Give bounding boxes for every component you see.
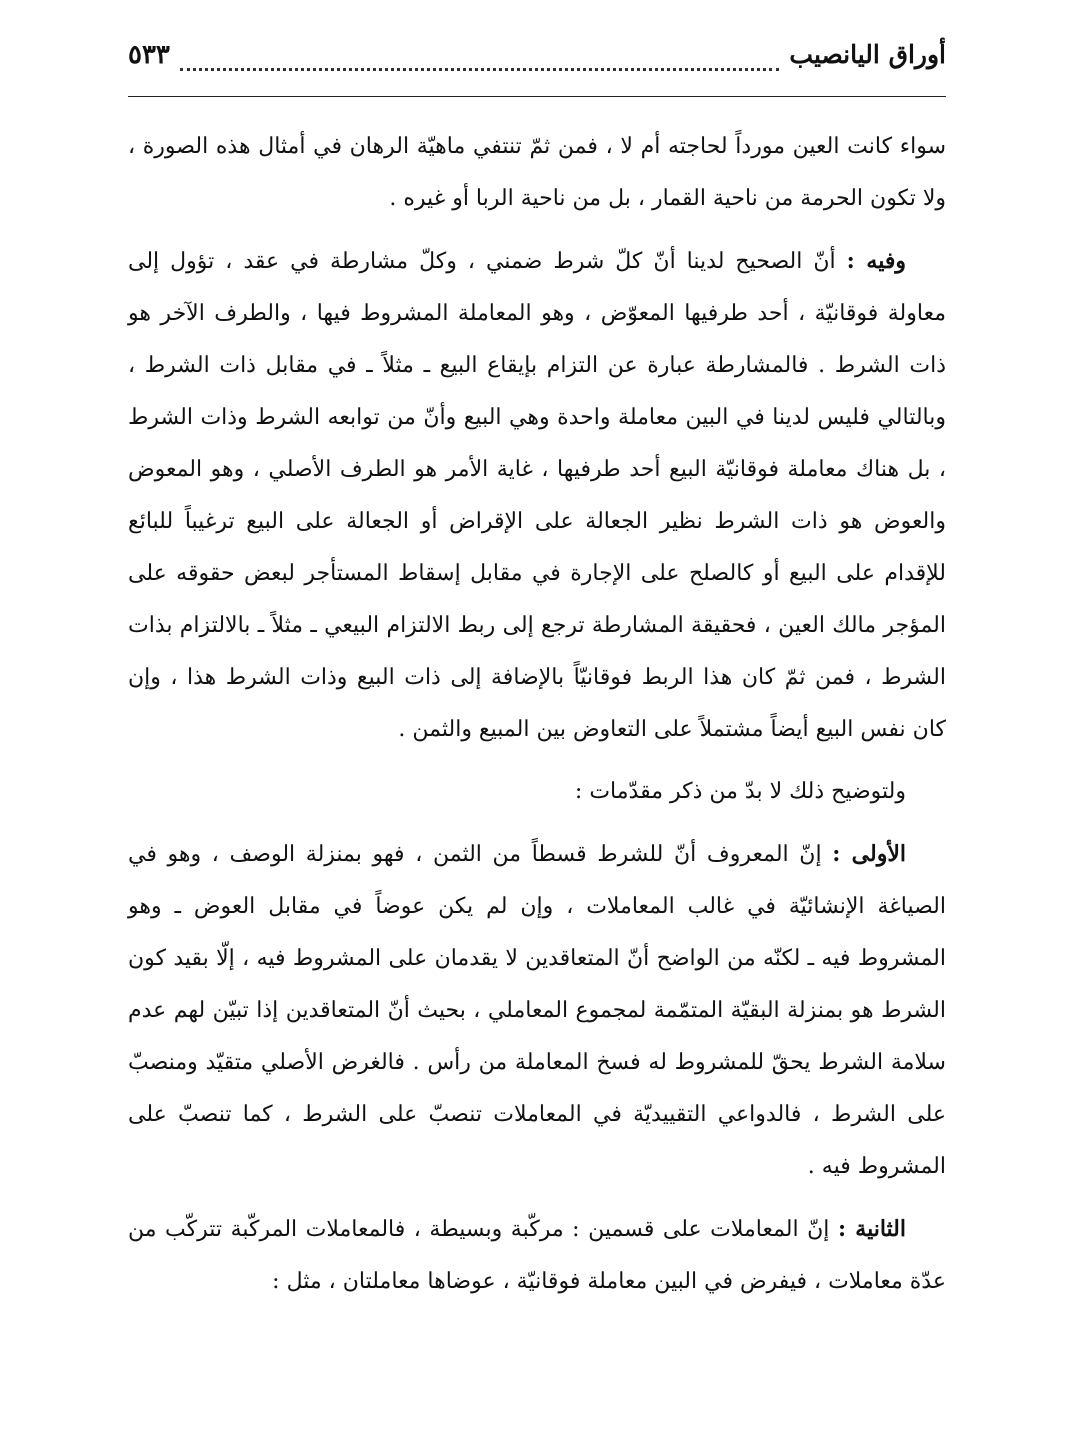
paragraph-lead: وفيه : bbox=[846, 248, 907, 274]
paragraph bbox=[128, 1203, 946, 1308]
paragraph-text: أنّ الصحيح لدينا أنّ كلّ شرط ضمني ، وكلّ مشارطة في عقد ، تؤول إلى معاولة فوقانيّة ، أحد طرفيها المعوّض ، وهو المعاملة المشروط فيها ، والطرف الآخر هو ذات الشرط . فالمشارطة عبارة عن التزام بإيقاع البيع ـ مثلاً ـ في مقابل ذات الشرط ، وبالتالي فليس لدينا في البين معاملة واحدة وهي البيع وأنّ من توابعه الشرط وذات الشرط ، بل هناك معاملة فوقانيّة البيع أحد طرفيها ، غاية الأمر هو الطرف الأصلي ، وهو المعوض والعوض هو ذات الشرط نظير الجعالة على الإقراض أو الجعالة على البيع ترغيباً للبائع للإقدام على البيع أو كالصلح على الإجارة في مقابل إسقاط المستأجر لبعض حقوقه على المؤجر مالك العين ، فحقيقة المشارطة ترجع إلى ربط الالتزام البيعي ـ مثلاً ـ بالالتزام بذات الشرط ، فمن ثمّ كان هذا الربط فوقانيّاً بالإضافة إلى ذات البيع وذات الشرط هذا ، وإن كان نفس البيع أيضاً مشتملاً على التعاوض بين المبيع والثمن . bbox=[128, 249, 946, 742]
paragraph-text: إنّ المعاملات على قسمين : مركّبة وبسيطة ، فالمعاملات المركّبة تتركّب من عدّة معاملات ، فيفرض في البين معاملة فوقانيّة ، عوضاها معاملتان ، مثل : bbox=[128, 1217, 946, 1294]
page-header bbox=[128, 40, 946, 97]
paragraph-text: ولتوضيح ذلك لا بدّ من ذكر مقدّمات : bbox=[574, 779, 906, 804]
paragraph bbox=[128, 121, 946, 225]
paragraph-lead: الثانية : bbox=[837, 1216, 906, 1242]
running-title: أوراق اليانصيب bbox=[789, 40, 946, 69]
paragraph bbox=[128, 828, 946, 1193]
paragraph-lead: الأولى : bbox=[832, 841, 906, 867]
page-body bbox=[128, 121, 946, 1308]
leader-dots bbox=[180, 60, 780, 71]
page-number: ٥٣٣ bbox=[128, 40, 170, 70]
paragraph bbox=[128, 235, 946, 756]
paragraph-text: إنّ المعروف أنّ للشرط قسطاً من الثمن ، فهو بمنزلة الوصف ، وهو في الصياغة الإنشائيّة في غالب المعاملات ، وإن لم يكن عوضاً في مقابل العوض ـ وهو المشروط فيه ـ لكنّه من الواضح أنّ المتعاقدين لا يقدمان على المشروط فيه ، إلّا بقيد كون الشرط هو بمنزلة البقيّة المتمّمة لمجموع المعاملي ، بحيث أنّ المتعاقدين إذا تبيّن لهم عدم سلامة الشرط يحقّ للمشروط له فسخ المعاملة من رأس . فالغرض الأصلي متقيّد ومنصبّ على الشرط ، فالدواعي التقييديّة في المعاملات تنصبّ على الشرط ، كما تنصبّ على المشروط فيه . bbox=[128, 842, 946, 1179]
paragraph bbox=[128, 766, 946, 818]
paragraph-text: سواء كانت العين مورداً لحاجته أم لا ، فمن ثمّ تنتفي ماهيّة الرهان في أمثال هذه الصورة ، ولا تكون الحرمة من ناحية القمار ، بل من ناحية الربا أو غيره . bbox=[128, 134, 946, 211]
